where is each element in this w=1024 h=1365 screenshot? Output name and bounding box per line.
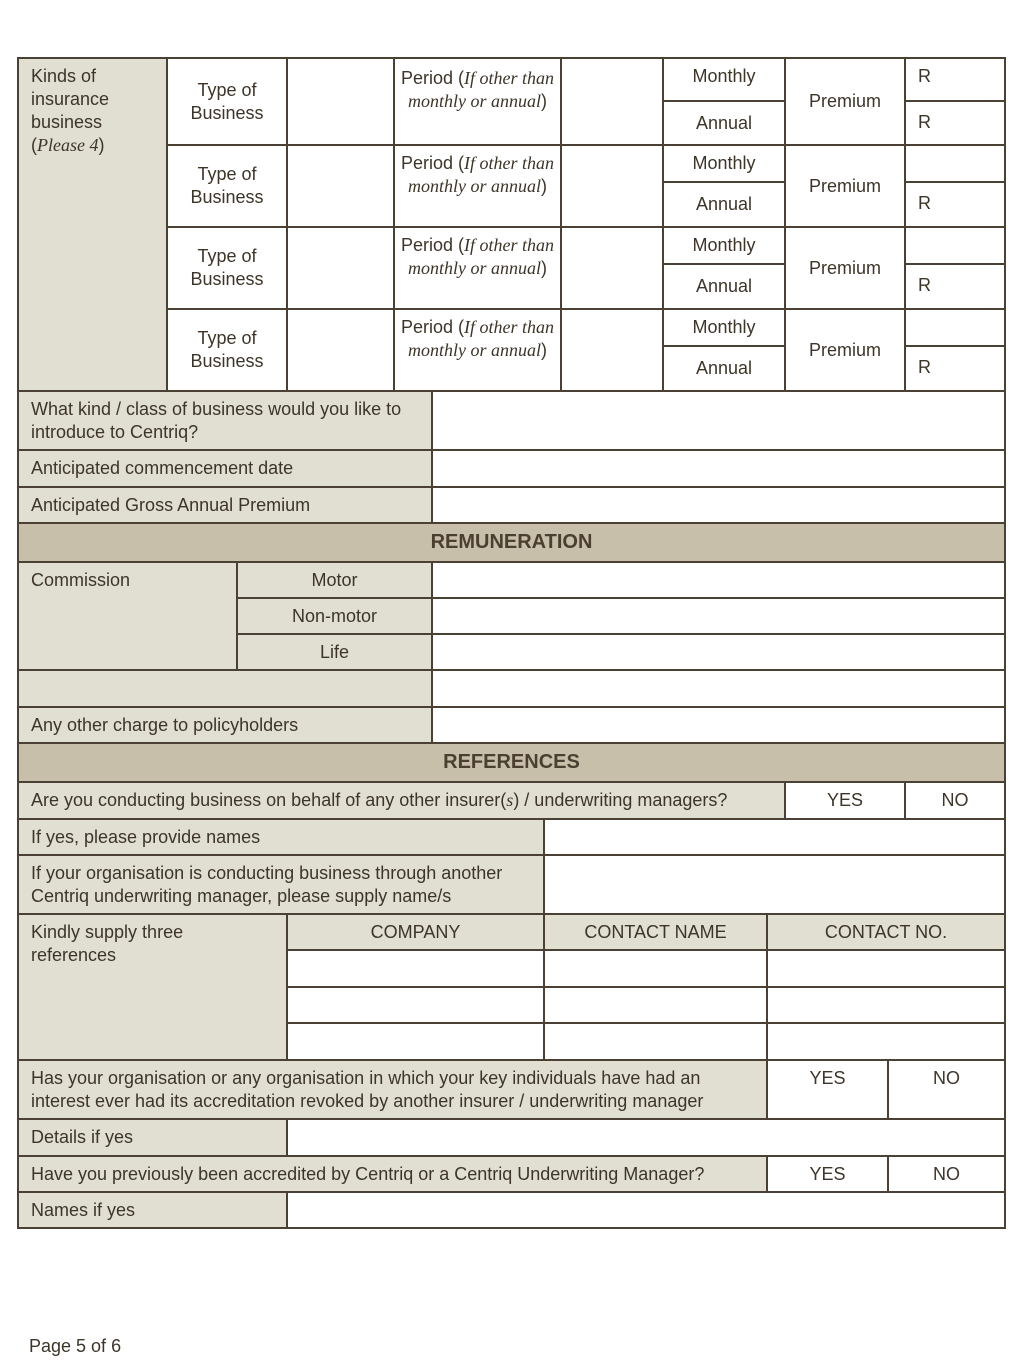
names-if-yes-input[interactable] [286, 1191, 1006, 1229]
period-label-1 [393, 57, 562, 146]
column-header-company [286, 913, 545, 951]
type-of-business-label-1 [166, 57, 288, 146]
premium-text: Premium [808, 257, 881, 278]
annual-label-2 [662, 181, 786, 228]
period-italic: If other than monthly or annual [408, 317, 555, 360]
label-text: If your organisation is conducting business through another Centriq underwriting manager, please supply name/s [31, 863, 503, 906]
no-text: NO [933, 1163, 960, 1184]
blank-input[interactable] [431, 669, 1006, 708]
revoked-yes-option[interactable] [766, 1059, 889, 1120]
section-title: REMUNERATION [430, 531, 593, 553]
label-text: Life [319, 641, 350, 662]
monthly-premium-input-1[interactable] [904, 57, 1006, 102]
no-text: NO [941, 790, 969, 810]
type-of-business-input-4[interactable] [286, 308, 395, 392]
label-text: Kindly supply three references [31, 922, 184, 965]
annual-text: Annual [695, 112, 753, 133]
details-if-yes-input[interactable] [286, 1118, 1006, 1157]
period-italic: If other than monthly or annual [408, 68, 555, 111]
through-other-um-input[interactable] [543, 854, 1006, 915]
reference-1-company-input[interactable] [286, 949, 545, 988]
three-references-label [17, 913, 288, 1061]
label-text: Are you conducting business on behalf of any other insurer( [31, 790, 507, 810]
reference-2-contact-name-input[interactable] [543, 986, 768, 1024]
currency-symbol: R [918, 66, 931, 86]
header-text: CONTACT NAME [584, 921, 727, 942]
reference-2-company-input[interactable] [286, 986, 545, 1024]
monthly-text: Monthly [692, 317, 756, 337]
monthly-label-4 [662, 308, 786, 347]
yes-text: YES [826, 790, 864, 810]
label-text: Anticipated commencement date [31, 458, 294, 478]
monthly-label-3 [662, 226, 786, 265]
label-text: Non-motor [291, 605, 378, 626]
previously-accredited-no-option[interactable] [887, 1155, 1006, 1193]
period-prefix: Period ( [400, 317, 465, 337]
period-italic: If other than monthly or annual [408, 235, 555, 278]
type-label-text: Type of Business [190, 246, 264, 289]
revoked-question [17, 1059, 768, 1120]
monthly-text: Monthly [692, 235, 756, 255]
provide-names-input[interactable] [543, 818, 1006, 856]
type-of-business-label-3 [166, 226, 288, 310]
commission-motor-label [236, 561, 433, 599]
period-input-2[interactable] [560, 144, 664, 228]
currency-symbol: R [918, 112, 931, 132]
annual-text: Annual [695, 194, 753, 214]
premium-text: Premium [808, 175, 881, 196]
label-italic: Please 4 [37, 135, 99, 155]
other-insurer-no-option[interactable] [904, 781, 1006, 820]
type-of-business-label-2 [166, 144, 288, 228]
monthly-label-1 [662, 57, 786, 102]
label-text: Motor [311, 569, 358, 590]
kinds-of-insurance-label [17, 57, 168, 392]
monthly-text: Monthly [692, 153, 756, 173]
currency-symbol: R [918, 275, 931, 295]
gross-annual-premium-input[interactable] [431, 486, 1006, 524]
type-of-business-input-3[interactable] [286, 226, 395, 310]
gross-annual-premium-label [17, 486, 433, 524]
section-title: REFERENCES [443, 751, 580, 773]
premium-text: Premium [808, 339, 881, 360]
reference-3-contact-name-input[interactable] [543, 1022, 768, 1061]
names-if-yes-label [17, 1191, 288, 1229]
page-number: Page 5 of 6 [29, 1336, 122, 1356]
type-of-business-input-1[interactable] [286, 57, 395, 146]
other-charge-input[interactable] [431, 706, 1006, 744]
reference-3-company-input[interactable] [286, 1022, 545, 1061]
premium-label-4 [784, 308, 906, 392]
label-text: ) / underwriting managers? [513, 790, 728, 810]
remuneration-header [17, 522, 1006, 563]
period-label-4 [393, 308, 562, 392]
commission-motor-input[interactable] [431, 561, 1006, 599]
commission-label [17, 561, 238, 671]
provide-names-label [17, 818, 545, 856]
monthly-premium-input-2[interactable] [904, 144, 1006, 183]
reference-3-contact-no-input[interactable] [766, 1022, 1006, 1061]
class-of-business-label [17, 390, 433, 451]
period-input-4[interactable] [560, 308, 664, 392]
period-prefix: Period ( [400, 153, 465, 173]
label-text: Kinds of insurance business ( [31, 66, 110, 155]
currency-symbol: R [918, 193, 931, 213]
label-text: Have you previously been accredited by Centriq or a Centriq Underwriting Manager? [31, 1164, 705, 1184]
annual-premium-input-4[interactable] [904, 345, 1006, 392]
period-prefix: Period ( [400, 68, 465, 88]
no-text: NO [933, 1068, 960, 1088]
monthly-premium-input-4[interactable] [904, 308, 1006, 347]
annual-premium-input-2[interactable] [904, 181, 1006, 228]
period-input-1[interactable] [560, 57, 664, 146]
previously-accredited-yes-option[interactable] [766, 1155, 889, 1193]
through-other-um-label [17, 854, 545, 915]
reference-2-contact-no-input[interactable] [766, 986, 1006, 1024]
column-header-contact-no [766, 913, 1006, 951]
period-label-2 [393, 144, 562, 228]
yes-text: YES [809, 1068, 846, 1088]
premium-text: Premium [808, 91, 881, 111]
type-label-text: Type of Business [190, 79, 264, 123]
type-of-business-label-4 [166, 308, 288, 392]
label-text: Has your organisation or any organisation in which your key individuals have had an interest ever had its accreditation revoked by another insurer / underwriting manager [31, 1068, 704, 1111]
label-text: Anticipated Gross Annual Premium [31, 495, 311, 515]
period-label-3 [393, 226, 562, 310]
annual-premium-input-1[interactable] [904, 100, 1006, 146]
premium-label-1 [784, 57, 906, 146]
period-suffix: ) [541, 91, 547, 111]
annual-text: Annual [695, 276, 753, 296]
type-of-business-input-2[interactable] [286, 144, 395, 228]
reference-1-contact-no-input[interactable] [766, 949, 1006, 988]
details-if-yes-label [17, 1118, 288, 1157]
annual-premium-input-3[interactable] [904, 263, 1006, 310]
commission-life-label [236, 633, 433, 671]
label-text: Any other charge to policyholders [31, 715, 299, 735]
annual-label-4 [662, 345, 786, 392]
blank-label [17, 669, 433, 708]
annual-text: Annual [695, 358, 753, 378]
type-label-text: Type of Business [190, 328, 264, 371]
commission-non-motor-input[interactable] [431, 597, 1006, 635]
other-charge-label [17, 706, 433, 744]
commission-life-input[interactable] [431, 633, 1006, 671]
commission-non-motor-label [236, 597, 433, 635]
label-text: Names if yes [31, 1200, 136, 1220]
label-text: Details if yes [31, 1127, 134, 1147]
commencement-date-input[interactable] [431, 449, 1006, 488]
previously-accredited-question [17, 1155, 768, 1193]
monthly-text: Monthly [692, 66, 756, 86]
period-suffix: ) [541, 176, 547, 196]
period-input-3[interactable] [560, 226, 664, 310]
reference-1-contact-name-input[interactable] [543, 949, 768, 988]
column-header-contact-name [543, 913, 768, 951]
monthly-premium-input-3[interactable] [904, 226, 1006, 265]
period-italic: If other than monthly or annual [408, 153, 555, 196]
header-text: COMPANY [370, 921, 461, 942]
annual-label-1 [662, 100, 786, 146]
references-header [17, 742, 1006, 783]
class-of-business-input[interactable] [431, 390, 1006, 451]
currency-symbol: R [918, 357, 931, 377]
header-text: CONTACT NO. [824, 921, 948, 942]
label-text: What kind / class of business would you like to introduce to Centriq? [31, 399, 402, 442]
commencement-date-label [17, 449, 433, 488]
label-text: If yes, please provide names [31, 827, 261, 847]
monthly-label-2 [662, 144, 786, 183]
other-insurer-yes-option[interactable] [784, 781, 906, 820]
label-close: ) [98, 135, 105, 155]
other-insurer-question [17, 781, 786, 820]
label-text: Commission [31, 570, 131, 590]
yes-text: YES [809, 1163, 846, 1184]
period-suffix: ) [541, 258, 547, 278]
label-italic: s [506, 790, 514, 810]
annual-label-3 [662, 263, 786, 310]
period-suffix: ) [541, 340, 547, 360]
premium-label-2 [784, 144, 906, 228]
premium-label-3 [784, 226, 906, 310]
type-label-text: Type of Business [190, 164, 264, 207]
revoked-no-option[interactable] [887, 1059, 1006, 1120]
period-prefix: Period ( [400, 235, 465, 255]
